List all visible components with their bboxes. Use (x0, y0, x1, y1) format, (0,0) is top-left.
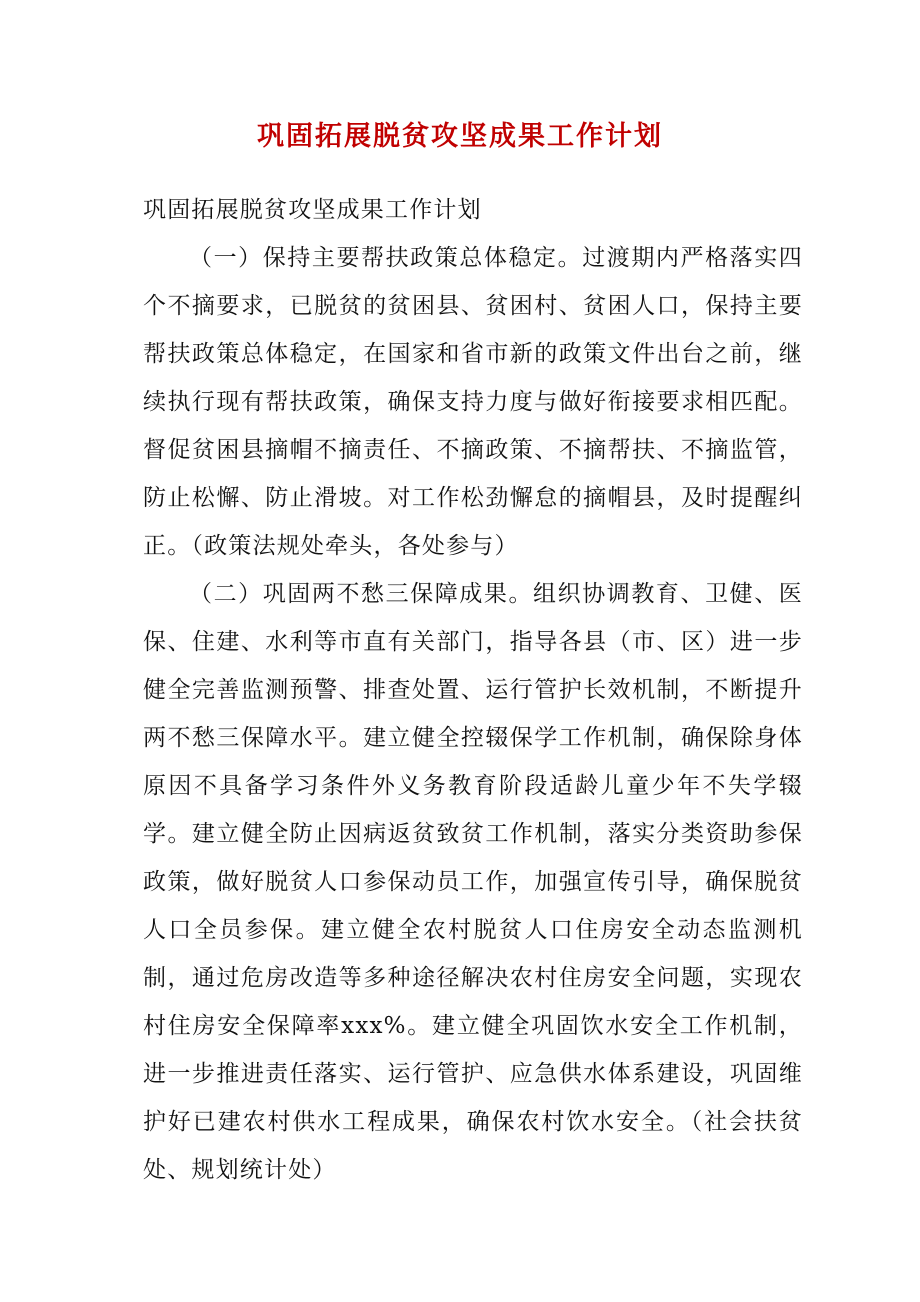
paragraph-2: （二）巩固两不愁三保障成果。组织协调教育、卫健、医保、住建、水利等市直有关部门，指导各县（市、区）进一步健全完善监测预警、排查处置、运行管护长效机制，不断提升两不愁三保障水平。建立健全控辍保学工作机制，确保除身体原因不具备学习条件外义务教育阶段适龄儿童少年不失学辍学。建立健全防止因病返贫致贫工作机制，落实分类资助参保政策，做好脱贫人口参保动员工作，加强宣传引导，确保脱贫人口全员参保。建立健全农村脱贫人口住房安全动态监测机制，通过危房改造等多种途径解决农村住房安全问题，实现农村住房安全保障率xxx%。建立健全巩固饮水安全工作机制，进一步推进责任落实、运行管护、应急供水体系建设，巩固维护好已建农村供水工程成果，确保农村饮水安全。（社会扶贫处、规划统计处） (143, 581, 803, 1183)
document-subtitle: 巩固拓展脱贫攻坚成果工作计划 (143, 197, 482, 223)
paragraph-1: （一）保持主要帮扶政策总体稳定。过渡期内严格落实四个不摘要求，已脱贫的贫困县、贫困村、贫困人口，保持主要帮扶政策总体稳定，在国家和省市新的政策文件出台之前，继续执行现有帮扶政策，确保支持力度与做好衔接要求相匹配。督促贫困县摘帽不摘责任、不摘政策、不摘帮扶、不摘监管，防止松懈、防止滑坡。对工作松劲懈怠的摘帽县，及时提醒纠正。（政策法规处牵头，各处参与） (143, 245, 803, 559)
document-body (143, 186, 803, 1194)
document-title: 巩固拓展脱贫攻坚成果工作计划 (257, 121, 663, 152)
